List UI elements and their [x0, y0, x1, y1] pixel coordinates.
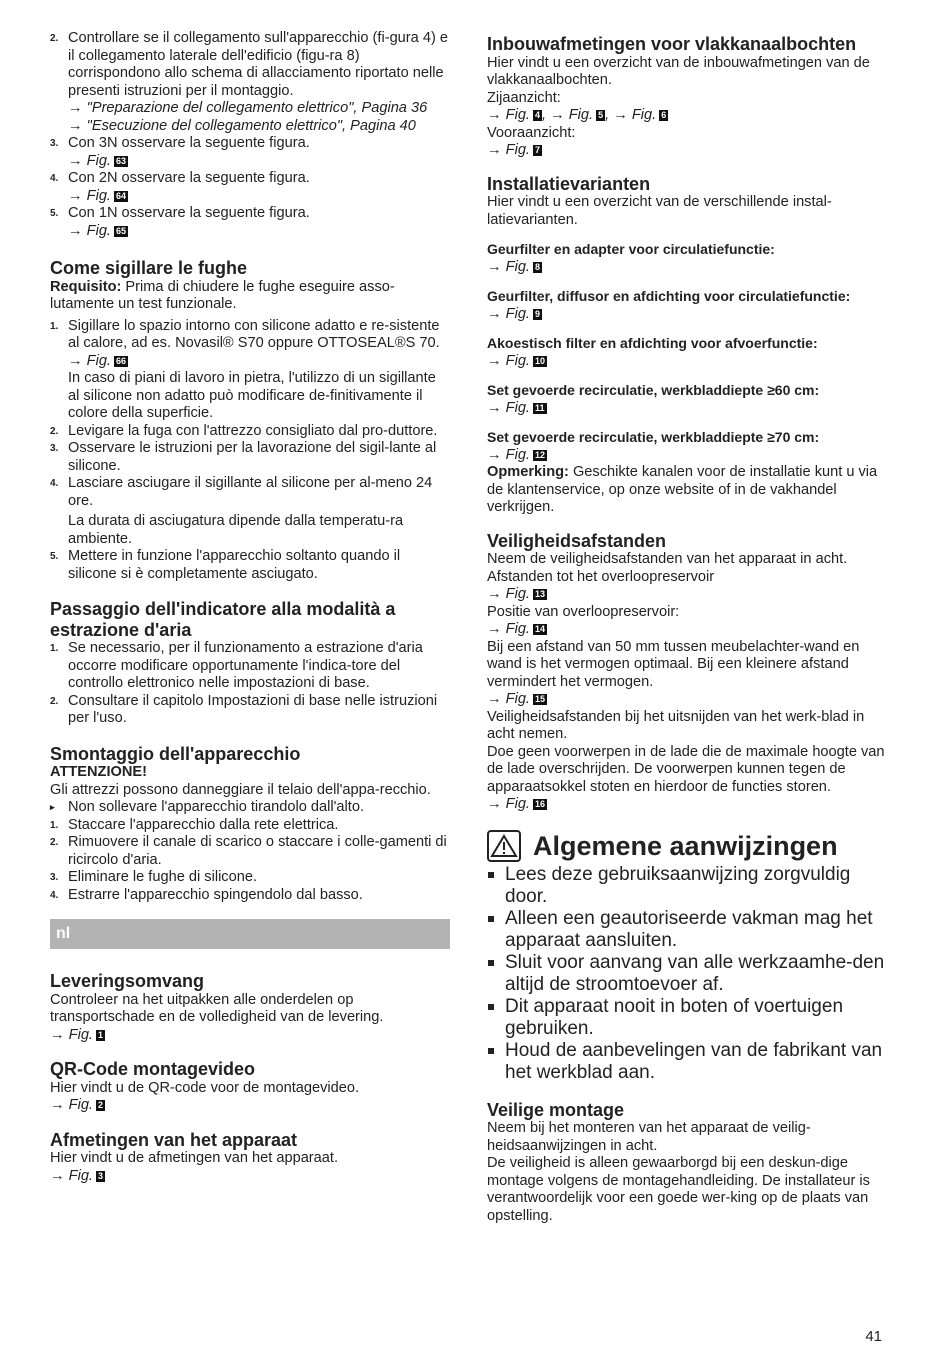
section-heading: Veiligheidsafstanden — [487, 530, 667, 551]
figure-badge: 16 — [534, 799, 545, 809]
step-text: Controllare se il collegamento sull'apparecchio (fi-gura 4) e il collegamento laterale dell'edificio (figu-ra 8) corrispondono allo schema di allacciamento riportato nelle presenti istruzioni per il montaggio. — [68, 30, 448, 99]
page-number: 41 — [865, 1328, 882, 1345]
section-heading: Leveringsomvang — [50, 971, 205, 991]
list-item — [50, 30, 450, 135]
figure-reference: → Fig. 1 — [50, 1026, 103, 1043]
figure-reference: → Fig. 66 — [68, 352, 126, 369]
figure-reference: → Fig. 3 — [50, 1167, 103, 1184]
figure-badge: 8 — [534, 261, 540, 272]
figure-reference: → Fig. 11 — [487, 399, 545, 416]
list-item: ▸ Non sollevare l'apparecchio tirandolo dall'alto. — [50, 799, 365, 815]
figure-badge: 66 — [115, 355, 126, 366]
step-number: 2. — [50, 33, 59, 44]
list-item: Lees deze gebruiksaanwijzing zorgvuldig door. — [487, 864, 887, 908]
figure-badge: 4 — [534, 110, 540, 120]
figure-reference: → Fig. 2 — [50, 1097, 103, 1113]
list-item: 1. Se necessario, per il funzionamento a estrazione d'aria occorre modificare opportunamente l'indica-tore del controllo elettronico nelle impostazioni di base. — [50, 640, 423, 691]
cross-reference: → "Preparazione del collegamento elettrico", Pagina 36 — [68, 100, 428, 116]
figure-reference: → Fig. 65 — [68, 222, 126, 239]
figure-badge: 11 — [534, 402, 545, 413]
figure-badge: 10 — [534, 355, 545, 366]
figure-badge: 3 — [97, 1170, 103, 1181]
subheading: Geurfilter, diffusor en afdichting voor circulatiefunctie: — [487, 288, 851, 304]
section-heading: Inbouwafmetingen voor vlakkanaalbochten — [487, 34, 857, 54]
list-item: Sluit voor aanvang van alle werkzaamhe-den altijd de stroomtoevoer af. — [487, 952, 887, 996]
figure-badge: 6 — [661, 110, 667, 120]
list-item: 5. Mettere in funzione l'apparecchio soltanto quando il silicone si è completamente asciugato. — [50, 548, 401, 582]
connection-steps — [50, 30, 450, 240]
subheading: Set gevoerde recirculatie, werkbladdiepte ≥70 cm: — [487, 429, 820, 445]
page-title: Algemene aanwijzingen — [533, 830, 838, 861]
figure-badge: 14 — [534, 624, 545, 634]
figure-reference: → Fig. 7 — [487, 142, 540, 158]
figure-reference: → Fig. 10 — [487, 352, 545, 369]
section-heading: Veilige montage — [487, 1099, 625, 1120]
list-item: Houd de aanbevelingen van de fabrikant van het werkblad aan. — [487, 1040, 887, 1084]
left-column: 2. Controllare se il collegamento sull'apparecchio (fi-gura 4) e il collegamento laterale dell'edificio (figu-ra 8) corrispondono allo schema di allacciamento riportato nelle presenti istruzioni per il montaggio. → "Preparazione del collegamento elettrico", Pagina 36 → "Esecuzione del collegamento elettrico", Pagina 40 3. Con 3N osservare la seguente figura. → Fig. 63 4. Con 2N osservare la seguente figura. → Fig. 64 5. Con 1N osservare la seguente figura. → Fig. 65 Come sigillare le fughe Requisito: Prima di chiudere le fughe eseguire asso-lutamente un test funzionale. 1. Sigillare lo spazio intorno con silicone adatto e re-sistente al calore, ad es. Novasil® S70 oppure OTTOSEAL®S 70. → Fig. 66 In caso di piani di lavoro in pietra, l'utilizzo di un sigillante al silicone non adatto può modificare de-finitivamente il colore della superficie. 2. Levigare la fuga con l'attrezzo consigliato dal pro-duttore. 3. Osservare le istruzioni per la lavorazione del sigil-lante al silicone. 4. Lasciare asciugare il sigillante al silicone per al-meno 24 ore. La durata di asciugatura dipende dalla temperatu-ra ambiente. 5. Mettere in funzione l'apparecchio soltanto quando il silicone si è completamente asciugato. Passaggio dell'indicatore alla modalità a estrazione d'aria 1. Se necessario, per il funzionamento a estrazione d'aria occorre modificare opportunamente l'indica-tore del controllo elettronico nelle impostazioni di base. 2. Consultare il capitolo Impostazioni di base nelle istruzioni per l'uso. Smontaggio dell'apparecchio ATTENZIONE! Gli attrezzi possono danneggiare il telaio dell'appa-recchio. ▸ Non sollevare l'apparecchio tirandolo dall'alto. 1. Staccare l'apparecchio dalla rete elettrica. 2. Rimuovere il canale di scarico o staccare i colle-gamenti di ricircolo d'aria. 3. Eliminare le fughe di silicone. 4. Estrarre l'apparecchio spingendolo dal basso. nl Leveringsomvang Controleer na het uitpakken alle onderdelen op transportschade en de volledigheid van de levering. → Fig. 1 QR-Code montagevideo Hier vindt u de QR-code voor de montagevideo. → Fig. 2 Afmetingen van het apparaat Hier vindt u de afmetingen van het apparaat. → Fig. 3 — [50, 30, 450, 1185]
list-item: Dit apparaat nooit in boten of voertuigen gebruiken. — [487, 996, 887, 1040]
warning-triangle-icon — [487, 830, 521, 862]
figure-badge: 13 — [534, 589, 545, 599]
subheading: Akoestisch filter en afdichting voor afvoerfunctie: — [487, 335, 818, 351]
triangle-bullet-icon: ▸ — [50, 802, 55, 812]
subheading: Geurfilter en adapter voor circulatiefunctie: — [487, 241, 775, 257]
figure-badge: 2 — [97, 1100, 103, 1110]
figure-reference: → Fig. 12 — [487, 446, 545, 463]
figure-reference: → Fig. 9 — [487, 305, 540, 322]
list-item: 4. Estrarre l'apparecchio spingendolo dal basso. — [50, 886, 363, 903]
section-heading: Come sigillare le fughe — [50, 258, 248, 278]
warning-text: Gli attrezzi possono danneggiare il telaio dell'appa-recchio. — [50, 781, 431, 798]
figure-badge: 65 — [115, 225, 126, 236]
sealing-steps — [50, 318, 450, 584]
cross-reference: → "Esecuzione del collegamento elettrico", Pagina 40 — [68, 117, 416, 134]
list-item: 2. Levigare la fuga con l'attrezzo consigliato dal pro-duttore. — [50, 422, 438, 439]
section-heading: Afmetingen van het apparaat — [50, 1129, 298, 1150]
list-item: Alleen een geautoriseerde vakman mag het apparaat aansluiten. — [487, 908, 887, 952]
list-item: 5. Con 1N osservare la seguente figura. → Fig. 65 — [50, 205, 450, 240]
list-item: 2. Consultare il capitolo Impostazioni di base nelle istruzioni per l'uso. — [50, 692, 438, 726]
figure-reference: → Fig. 8 — [487, 258, 540, 275]
list-item: 4. Lasciare asciugare il sigillante al silicone per al-meno 24 ore. La durata di asciugatura dipende dalla temperatu-ra ambiente. — [50, 475, 433, 547]
figure-reference: → Fig. 15 — [487, 691, 545, 707]
language-bar: nl — [50, 919, 450, 949]
figure-badge: 63 — [115, 155, 126, 166]
attention-label: ATTENZIONE! — [50, 764, 148, 780]
general-bullets — [487, 864, 887, 1084]
figure-reference: → Fig. 64 — [68, 187, 126, 204]
list-item: 2. Rimuovere il canale di scarico o staccare i colle-gamenti di ricircolo d'aria. — [50, 834, 447, 868]
figure-reference: → Fig. 14 — [487, 621, 545, 637]
list-item: 3. Con 3N osservare la seguente figura. → Fig. 63 — [50, 135, 450, 170]
section-heading: QR-Code montagevideo — [50, 1059, 256, 1079]
requirement: Requisito: Prima di chiudere le fughe eseguire asso-lutamente un test funzionale. — [50, 278, 395, 312]
indicator-steps — [50, 640, 450, 728]
figure-badge: 9 — [534, 308, 540, 319]
section-heading: Installatievarianten — [487, 173, 651, 194]
figure-badge: 7 — [534, 145, 540, 155]
note: Opmerking: Geschikte kanalen voor de installatie kunt u via de klantenservice, op onze website of in de vakhandel verkrijgen. — [487, 464, 878, 515]
figure-badge: 64 — [115, 190, 126, 201]
figure-badge: 1 — [97, 1029, 103, 1040]
figure-badge: 12 — [534, 449, 545, 460]
figure-reference: → Fig. 4 , → Fig. 5 , → Fig. 6 — [487, 107, 667, 123]
general-heading — [487, 830, 887, 862]
figure-reference: → Fig. 63 — [68, 152, 126, 169]
list-item: 3. Eliminare le fughe di silicone. — [50, 869, 258, 885]
list-item: 4. Con 2N osservare la seguente figura. → Fig. 64 — [50, 170, 450, 205]
section-heading: Passaggio dell'indicatore alla modalità a estrazione d'aria — [50, 599, 396, 640]
subheading: Set gevoerde recirculatie, werkbladdiepte ≥60 cm: — [487, 382, 820, 398]
figure-reference: → Fig. 13 — [487, 586, 545, 602]
section-heading: Smontaggio dell'apparecchio — [50, 743, 301, 764]
figure-reference: → Fig. 16 — [487, 796, 545, 812]
list-item: 3. Osservare le istruzioni per la lavorazione del sigil-lante al silicone. — [50, 440, 437, 474]
right-column: Inbouwafmetingen voor vlakkanaalbochten Hier vindt u een overzicht van de inbouwafmetingen van de vlakkanaalbochten. Zijaanzicht: → Fig. 4 , → Fig. 5 , → Fig. 6 Vooraanzicht: → Fig. 7 Installatievarianten Hier vindt u een overzicht van de verschillende instal-latievarianten. Geurfilter en adapter voor circulatiefunctie: → Fig. 8 Geurfilter, diffusor en afdichting voor circulatiefunctie: → Fig. 9 Akoestisch filter en afdichting voor afvoerfunctie: → Fig. 10 Set gevoerde recirculatie, werkbladdiepte ≥60 cm: → Fig. 11 Set gevoerde recirculatie, werkbladdiepte ≥70 cm: → Fig. 12 Opmerking: Geschikte kanalen voor de installatie kunt u via de klantenservice, op onze website of in de vakhandel verkrijgen. Veiligheidsafstanden Neem de veiligheidsafstanden van het apparaat in acht. Afstanden tot het overloopreservoir → Fig. 13 Positie van overloopreservoir: → Fig. 14 Bij een afstand van 50 mm tussen meubelachter-wand en wand is het vermogen optimaal. Bij een kleinere afstand vermindert het vermogen. → Fig. 15 Veiligheidsafstanden bij het uitsnijden van het werk-blad in acht nemen. Doe geen voorwerpen in de lade die de maximale hoogte van de lade overschrijden. De voorwerpen kunnen tegen de apparaatsokkel stoten en hierdoor de functies storen. → Fig. 16 Algemene aanwijzingen Lees deze gebruiksaanwijzing zorgvuldig door. Alleen een geautoriseerde vakman mag het apparaat aansluiten. Sluit voor aanvang van alle werkzaamhe-den altijd de stroomtoevoer af. Dit apparaat nooit in boten of voertuigen gebruiken. Houd de aanbevelingen van de fabrikant van het werkblad aan. Veilige montage Neem bij het monteren van het apparaat de veilig-heidsaanwijzingen in acht. De veiligheid is alleen gewaarborgd bij een deskun-dige montage volgens de montagehandleiding. De installateur is verantwoordelijk voor een goede wer-king op de plaats van opstelling. — [487, 30, 887, 1225]
figure-badge: 5 — [598, 110, 604, 120]
list-item: 1. Staccare l'apparecchio dalla rete elettrica. — [50, 816, 339, 833]
list-item: 1. Sigillare lo spazio intorno con silicone adatto e re-sistente al calore, ad es. Novasil® S70 oppure OTTOSEAL®S 70. → Fig. 66 In caso di piani di lavoro in pietra, l'utilizzo di un sigillante al silicone non adatto può modificare de-finitivamente il colore della superficie. — [50, 318, 450, 423]
figure-badge: 15 — [534, 694, 545, 704]
dismantle-steps — [50, 799, 450, 904]
